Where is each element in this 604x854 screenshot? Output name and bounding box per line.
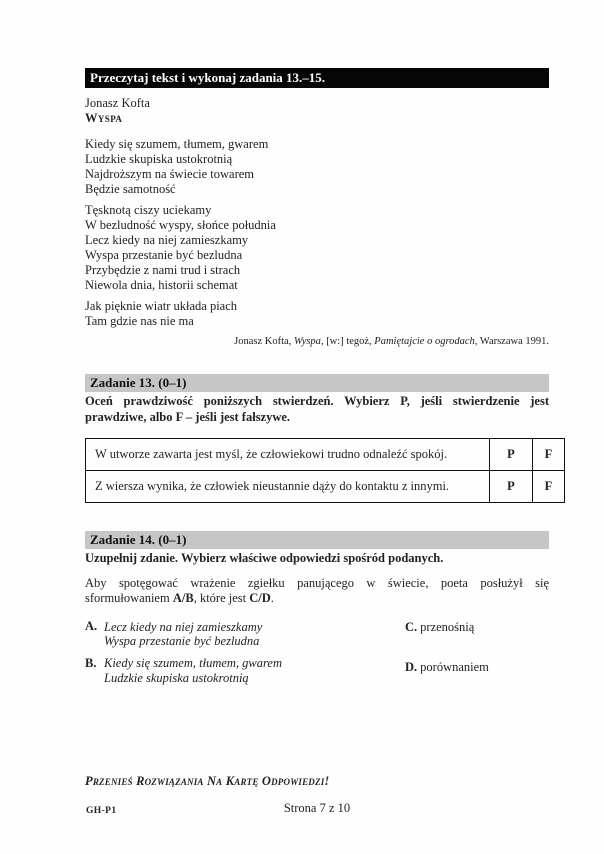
- answer-options: [85, 619, 549, 692]
- statement-cell: Z wiersza wynika, że człowiek nieustannie dąży do kontaktu z innymi.: [86, 471, 490, 503]
- poem-line: Przybędzie z nami trud i strach: [85, 263, 241, 277]
- option-a-line: Lecz kiedy na niej zamieszkamy: [104, 619, 263, 634]
- page-number: Strona 7 z 10: [283, 801, 351, 815]
- form-code: GH-P1: [86, 806, 117, 816]
- option-a-line: Wyspa przestanie być bezludna: [104, 634, 260, 648]
- poem-line: Będzie samotność: [85, 182, 176, 196]
- task13-instruction: Oceń prawdziwość poniższych stwierdzeń. Wybierz P, jeśli stwierdzenie jest prawdziwe, albo F – jeśli jest fałszywe.: [85, 394, 549, 424]
- false-option-cell: F: [533, 439, 565, 471]
- option-a: [85, 619, 405, 649]
- option-b-label: B.: [85, 655, 97, 670]
- choice-ab: A/B: [172, 591, 194, 605]
- poem-title: Wyspa: [85, 111, 123, 125]
- option-c-label: C.: [405, 620, 418, 634]
- poem-line: Tam gdzie nas nie ma: [85, 314, 194, 328]
- cited-collection-title: Pamiętajcie o ogrodach: [374, 336, 475, 347]
- poem-line: Kiedy się szumem, tłumem, gwarem: [85, 137, 269, 151]
- choice-cd: C/D: [249, 591, 271, 605]
- option-b-line: Kiedy się szumem, tłumem, gwarem: [104, 656, 282, 670]
- poem-line: Niewola dnia, historii schemat: [85, 278, 238, 292]
- poem-line: Jak pięknie wiatr układa piach: [85, 299, 238, 313]
- poem-line: Wyspa przestanie być bezludna: [85, 248, 243, 262]
- transfer-answers-note: Przenieś Rozwiązania Na Kartę Odpowiedzi!: [85, 774, 330, 788]
- true-option-cell: P: [490, 439, 533, 471]
- poem-line: Ludzkie skupiska ustokrotnią: [85, 152, 233, 166]
- poem-author: Jonasz Kofta: [85, 96, 150, 110]
- option-a-label: A.: [85, 619, 98, 633]
- poem-line: Tęsknotą ciszy uciekamy: [85, 203, 212, 217]
- poem-line: W bezludność wyspy, słońce południa: [85, 218, 276, 232]
- option-d: [405, 660, 549, 675]
- option-c: [405, 620, 549, 635]
- option-d-label: D.: [405, 660, 418, 674]
- task13-header: Zadanie 13. (0–1): [85, 374, 549, 392]
- option-b: [85, 656, 405, 686]
- poem-stanza-1: [85, 137, 549, 197]
- table-row: [86, 439, 565, 471]
- poem-stanza-2: [85, 203, 549, 293]
- task14-header: Zadanie 14. (0–1): [85, 531, 549, 549]
- true-option-cell: P: [490, 471, 533, 503]
- gap-fill-sentence: Aby spotęgować wrażenie zgiełku panującego w świecie, poeta posłużył się sformułowaniem A/B, które jest C/D.: [85, 575, 549, 605]
- statement-cell: W utworze zawarta jest myśl, że człowiekowi trudno odnaleźć spokój.: [86, 439, 490, 471]
- false-option-cell: F: [533, 471, 565, 503]
- poem-line: Lecz kiedy na niej zamieszkamy: [85, 233, 249, 247]
- true-false-table: [85, 438, 565, 503]
- source-citation: Jonasz Kofta, Wyspa, [w:] tegoż, Pamiętajcie o ogrodach, Warszawa 1991.: [234, 336, 549, 347]
- option-c-text: przenośnią: [420, 620, 475, 634]
- option-b-line: Ludzkie skupiska ustokrotnią: [104, 670, 249, 685]
- instruction-banner: Przeczytaj tekst i wykonaj zadania 13.–15.: [85, 68, 549, 88]
- cited-work-title: Wyspa: [293, 336, 321, 347]
- table-row: [86, 471, 565, 503]
- poem-line: Najdroższym na świecie towarem: [85, 167, 255, 181]
- option-d-text: porównaniem: [420, 660, 489, 674]
- task14-instruction: Uzupełnij zdanie. Wybierz właściwe odpowiedzi spośród podanych.: [85, 551, 444, 565]
- poem-stanza-3: [85, 299, 549, 329]
